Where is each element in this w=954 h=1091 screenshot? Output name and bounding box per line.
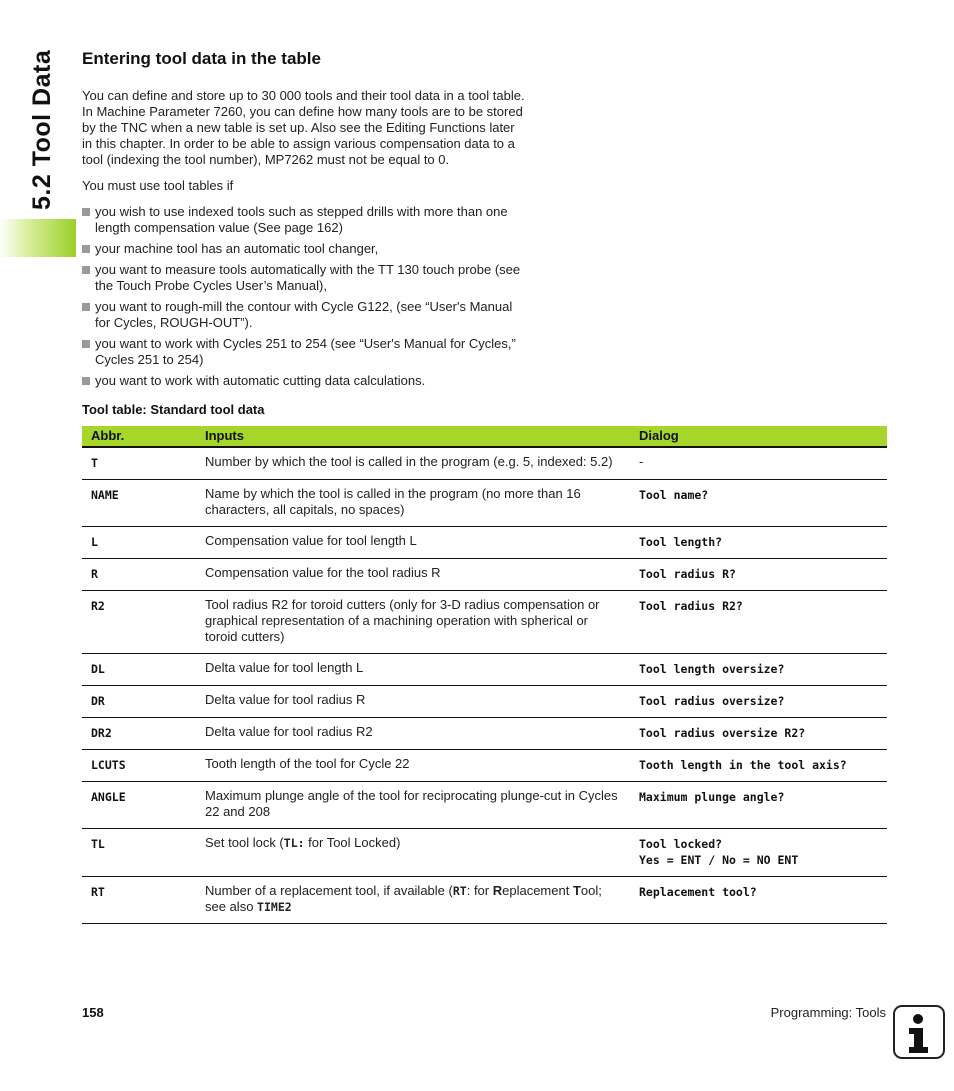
tool-data-table bbox=[82, 426, 887, 924]
cell-abbr: T bbox=[82, 447, 196, 480]
table-row bbox=[82, 591, 887, 654]
header-abbr: Abbr. bbox=[82, 426, 196, 447]
cell-input: Delta value for tool radius R bbox=[196, 686, 630, 718]
table-row bbox=[82, 877, 887, 924]
cell-input: Name by which the tool is called in the program (no more than 16 characters, all capitals, no spaces) bbox=[196, 480, 630, 527]
cell-input: Set tool lock (TL: for Tool Locked) bbox=[196, 829, 630, 877]
cell-input: Number by which the tool is called in the program (e.g. 5, indexed: 5.2) bbox=[196, 447, 630, 480]
cell-dialog: Tool radius oversize? bbox=[630, 686, 887, 718]
intro-paragraph: You can define and store up to 30 000 tools and their tool data in a tool table. In Machine Parameter 7260, you can define how many tools are to be stored by the TNC when a new table is set up. Also see the Editing Functions later in this chapter. In order to be able to assign various compensation data to a tool (indexing the tool number), MP7262 must not be equal to 0. bbox=[82, 88, 525, 167]
table-row bbox=[82, 686, 887, 718]
list-item: you want to rough-mill the contour with Cycle G122, (see “User's Manual for Cycles, ROUGH-OUT”). bbox=[82, 299, 527, 331]
cell-abbr: NAME bbox=[82, 480, 196, 527]
header-dialog: Dialog bbox=[630, 426, 887, 447]
square-bullet-icon bbox=[82, 303, 90, 311]
table-row bbox=[82, 654, 887, 686]
list-item: you wish to use indexed tools such as stepped drills with more than one length compensation value (See page 162) bbox=[82, 204, 527, 236]
page-number: 158 bbox=[82, 1005, 104, 1020]
cell-abbr: LCUTS bbox=[82, 750, 196, 782]
chapter-name: Programming: Tools bbox=[770, 1005, 886, 1020]
cell-dialog: Tool radius R? bbox=[630, 559, 887, 591]
cell-abbr: RT bbox=[82, 877, 196, 924]
cell-abbr: DR2 bbox=[82, 718, 196, 750]
cell-dialog: Tool length oversize? bbox=[630, 654, 887, 686]
cell-abbr: R2 bbox=[82, 591, 196, 654]
cell-input: Tooth length of the tool for Cycle 22 bbox=[196, 750, 630, 782]
table-row bbox=[82, 750, 887, 782]
requirements-list bbox=[82, 204, 527, 389]
cell-dialog: Tool name? bbox=[630, 480, 887, 527]
table-row bbox=[82, 447, 887, 480]
list-item: you want to work with Cycles 251 to 254 (see “User's Manual for Cycles,” Cycles 251 to 254) bbox=[82, 336, 527, 368]
cell-dialog: Maximum plunge angle? bbox=[630, 782, 887, 829]
cell-dialog: Tool radius oversize R2? bbox=[630, 718, 887, 750]
main-content bbox=[82, 48, 887, 924]
cell-input: Delta value for tool radius R2 bbox=[196, 718, 630, 750]
cell-dialog: Replacement tool? bbox=[630, 877, 887, 924]
table-row bbox=[82, 718, 887, 750]
cell-input: Compensation value for the tool radius R bbox=[196, 559, 630, 591]
header-inputs: Inputs bbox=[196, 426, 630, 447]
cell-dialog: Tooth length in the tool axis? bbox=[630, 750, 887, 782]
square-bullet-icon bbox=[82, 377, 90, 385]
cell-dialog: Tool length? bbox=[630, 527, 887, 559]
cell-dialog: Tool radius R2? bbox=[630, 591, 887, 654]
cell-abbr: DR bbox=[82, 686, 196, 718]
section-heading: Entering tool data in the table bbox=[82, 49, 321, 68]
square-bullet-icon bbox=[82, 208, 90, 216]
table-row bbox=[82, 559, 887, 591]
cell-input: Delta value for tool length L bbox=[196, 654, 630, 686]
must-use-paragraph: You must use tool tables if bbox=[82, 178, 234, 193]
table-title: Tool table: Standard tool data bbox=[82, 402, 265, 417]
table-row bbox=[82, 829, 887, 877]
cell-abbr: TL bbox=[82, 829, 196, 877]
info-icon bbox=[893, 1005, 945, 1059]
square-bullet-icon bbox=[82, 266, 90, 274]
cell-dialog: Tool locked? Yes = ENT / No = NO ENT bbox=[630, 829, 887, 877]
table-row bbox=[82, 480, 887, 527]
cell-abbr: L bbox=[82, 527, 196, 559]
square-bullet-icon bbox=[82, 340, 90, 348]
list-item: your machine tool has an automatic tool changer, bbox=[82, 241, 527, 257]
table-row bbox=[82, 527, 887, 559]
table-header-row bbox=[82, 426, 887, 447]
list-item: you want to work with automatic cutting data calculations. bbox=[82, 373, 527, 389]
cell-input: Tool radius R2 for toroid cutters (only for 3-D radius compensation or graphical representation of a machining operation with spherical or toroid cutters) bbox=[196, 591, 630, 654]
cell-abbr: ANGLE bbox=[82, 782, 196, 829]
cell-input: Maximum plunge angle of the tool for reciprocating plunge-cut in Cycles 22 and 208 bbox=[196, 782, 630, 829]
cell-input: Compensation value for tool length L bbox=[196, 527, 630, 559]
cell-dialog: - bbox=[630, 447, 887, 480]
list-item: you want to measure tools automatically with the TT 130 touch probe (see the Touch Probe Cycles User’s Manual), bbox=[82, 262, 527, 294]
table-row bbox=[82, 782, 887, 829]
chapter-tab-marker bbox=[0, 219, 76, 257]
cell-abbr: DL bbox=[82, 654, 196, 686]
chapter-side-title: 5.2 Tool Data bbox=[28, 50, 56, 211]
square-bullet-icon bbox=[82, 245, 90, 253]
cell-input: Number of a replacement tool, if available (RT: for Replacement Tool; see also TIME2 bbox=[196, 877, 630, 924]
cell-abbr: R bbox=[82, 559, 196, 591]
info-glyph-icon bbox=[895, 1007, 943, 1057]
